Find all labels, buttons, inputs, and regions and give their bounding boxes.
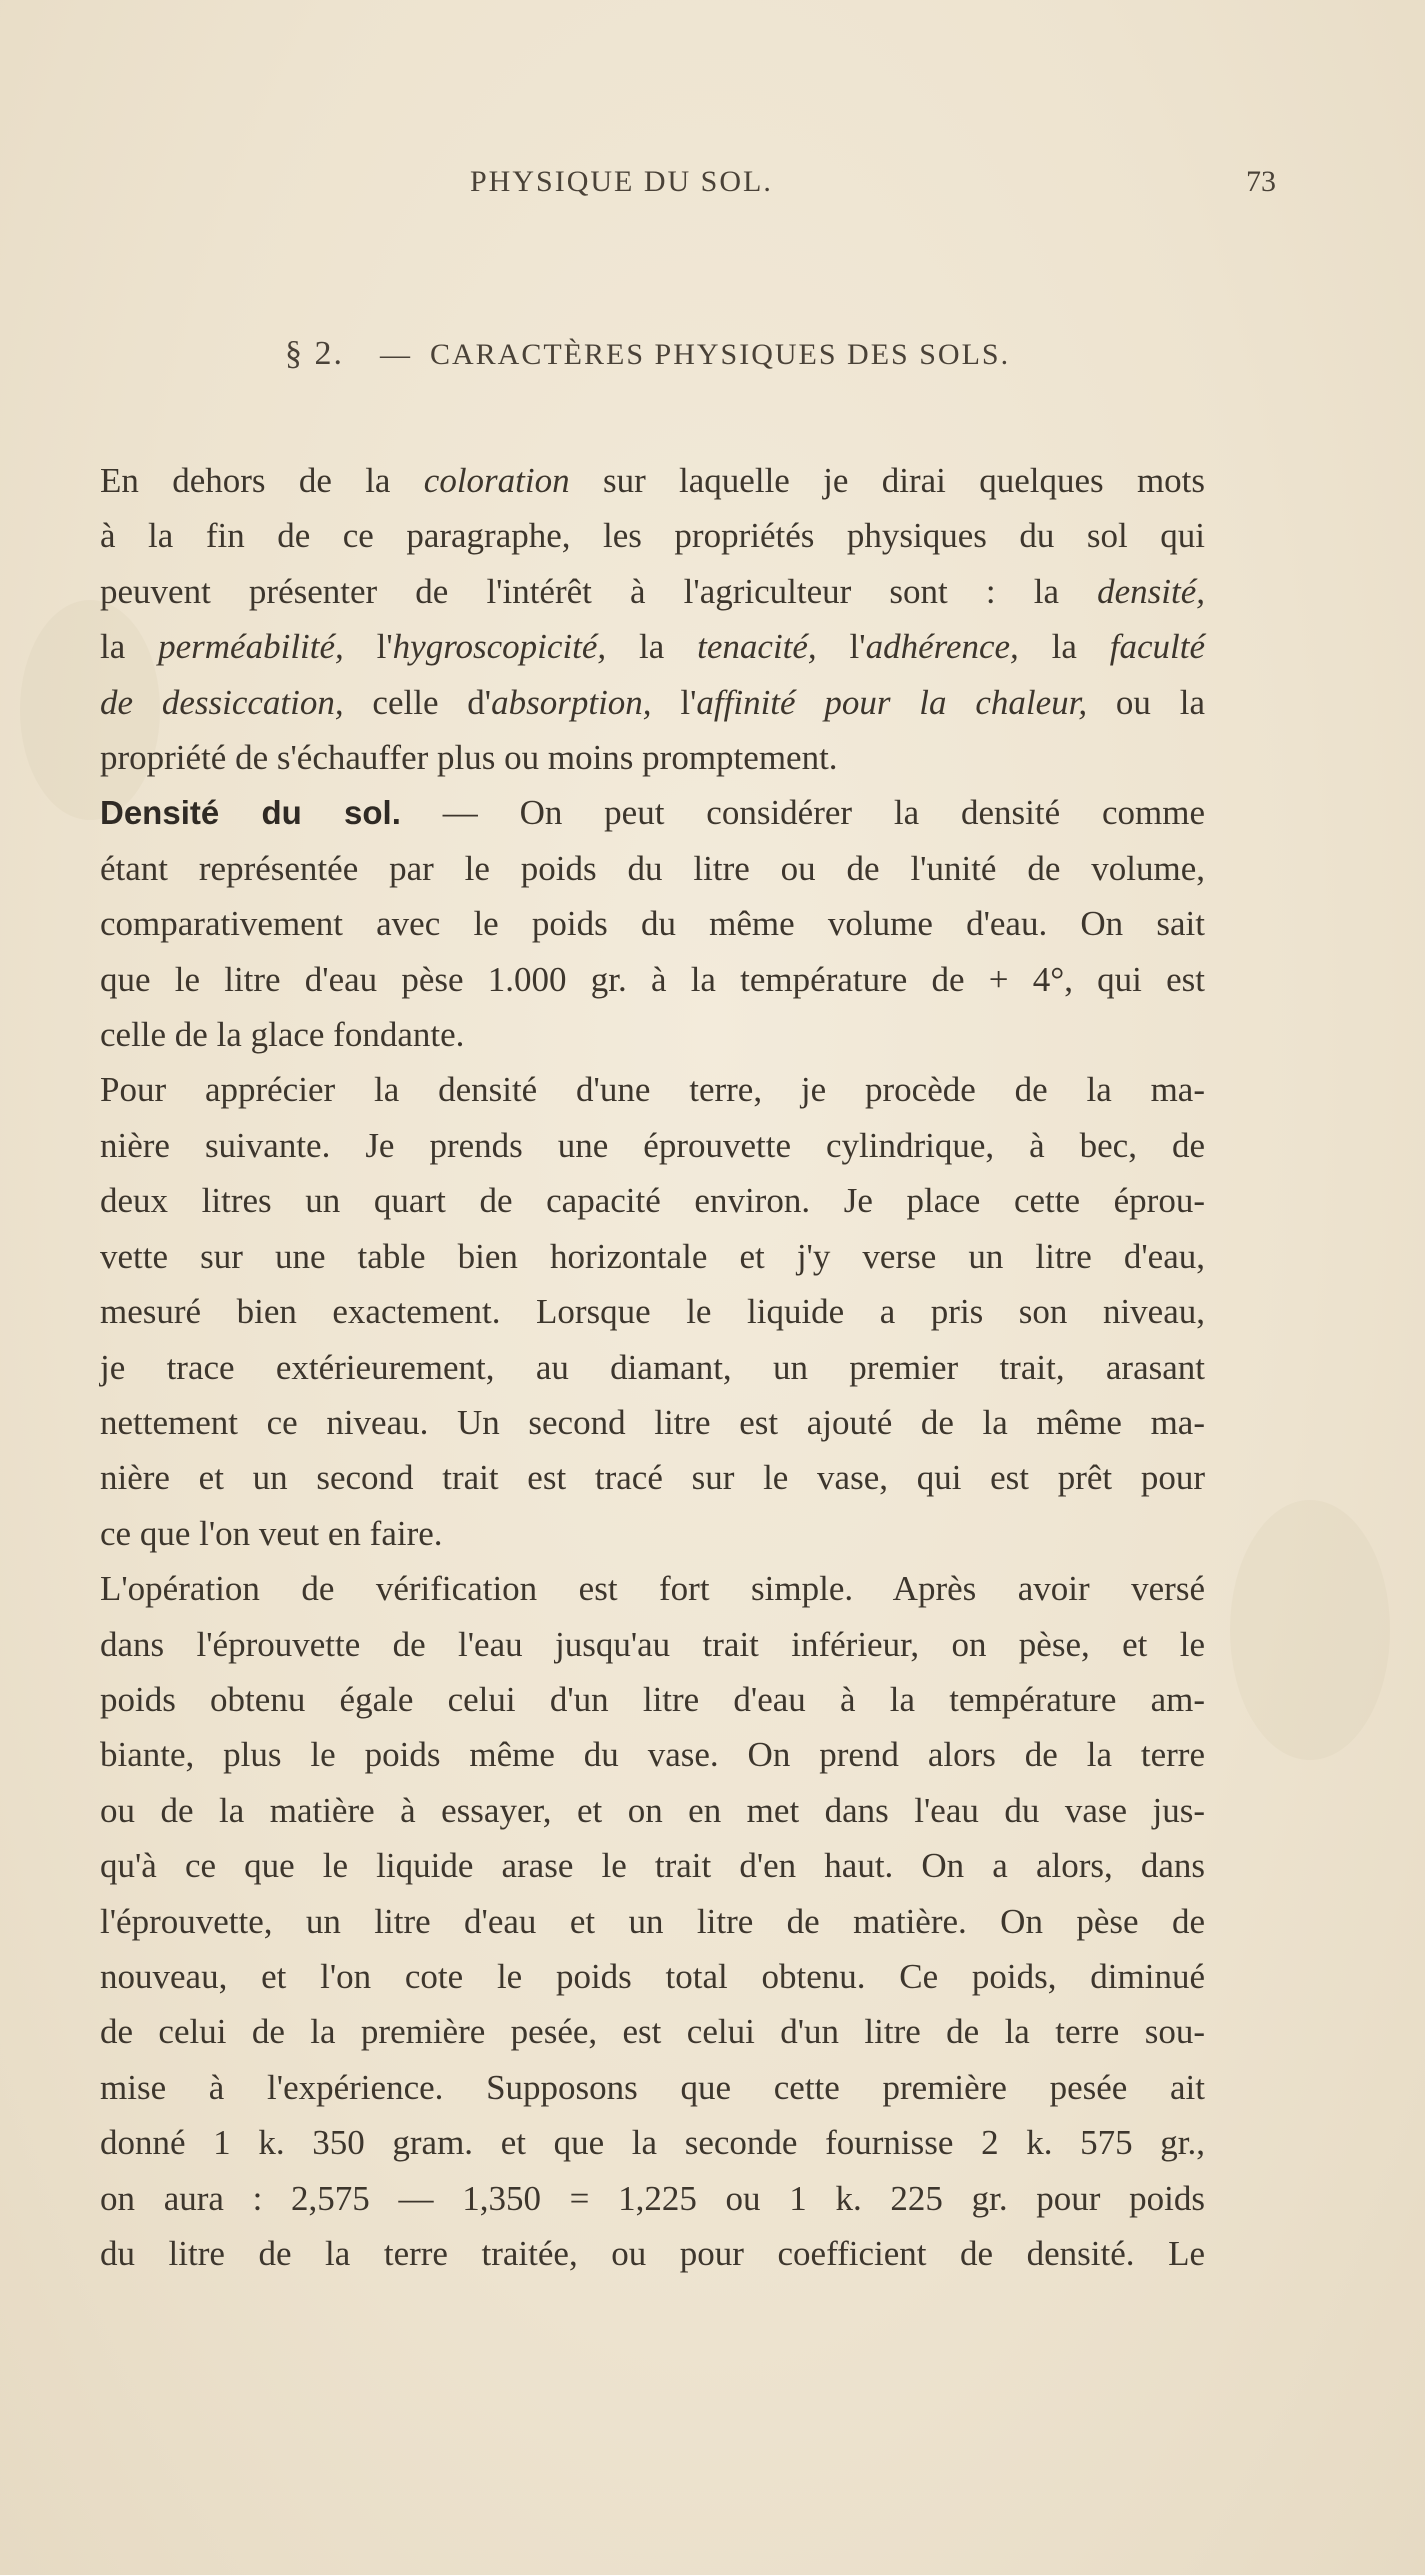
text-line: de dessiccation, celle d'absorption, l'affinité pour la chaleur, ou la <box>100 682 1206 722</box>
italic-term: coloration <box>423 461 570 500</box>
text-line: mise à l'expérience. Supposons que cette première pesée ait <box>100 2067 1205 2107</box>
page-number: 73 <box>1246 165 1276 198</box>
text-line: nouveau, et l'on cote le poids total obtenu. Ce poids, diminué <box>100 1956 1205 1996</box>
text-line: peuvent présenter de l'intérêt à l'agriculteur sont : la densité, <box>100 571 1205 611</box>
text-line: à la fin de ce paragraphe, les propriétés physiques du sol qui <box>100 516 1205 556</box>
text-line: Pour apprécier la densité d'une terre, je procède de la ma- <box>100 1070 1205 1110</box>
text-line: la perméabilité, l'hygroscopicité, la tenacité, l'adhérence, la faculté <box>100 627 1206 667</box>
text-line: que le litre d'eau pèse 1.000 gr. à la température de + 4°, qui est <box>100 959 1205 999</box>
italic-term: adhérence, <box>865 627 1019 667</box>
italic-term: absorption, <box>491 682 652 722</box>
text-line: qu'à ce que le liquide arase le trait d'en haut. On a alors, dans <box>100 1846 1205 1886</box>
text-line: donné 1 k. 350 gram. et que la seconde fournisse 2 k. 575 gr., <box>100 2123 1205 2163</box>
text-line: deux litres un quart de capacité environ. Je place cette éprou- <box>100 1181 1205 1221</box>
italic-term: faculté <box>1109 627 1206 667</box>
body-text <box>100 453 1205 2281</box>
text-line: ce que l'on veut en faire. <box>100 1513 443 1553</box>
text-line: ou de la matière à essayer, et on en met dans l'eau du vase jus- <box>100 1790 1205 1830</box>
text-line: nettement ce niveau. Un second litre est ajouté de la même ma- <box>100 1402 1205 1442</box>
run-in-heading: Densité du sol. <box>100 794 401 832</box>
running-title: PHYSIQUE DU SOL. <box>470 165 773 198</box>
running-head <box>0 165 1425 215</box>
text-line: du litre de la terre traitée, ou pour coefficient de densité. Le <box>100 2234 1205 2273</box>
italic-term: hygroscopicité, <box>392 627 607 667</box>
text-line: étant représentée par le poids du litre ou de l'unité de volume, <box>100 848 1205 888</box>
section-heading <box>285 335 1010 373</box>
text-line: vette sur une table bien horizontale et j'y verse un litre d'eau, <box>100 1236 1205 1276</box>
text-line: nière suivante. Je prends une éprouvette cylindrique, à bec, de <box>100 1125 1205 1165</box>
italic-term: de dessiccation, <box>100 682 344 722</box>
text-line: je trace extérieurement, au diamant, un premier trait, arasant <box>100 1347 1205 1387</box>
italic-term: perméabilité, <box>158 627 344 667</box>
text-line: nière et un second trait est tracé sur le vase, qui est prêt pour <box>100 1458 1205 1498</box>
text-line: dans l'éprouvette de l'eau jusqu'au trait inférieur, on pèse, et le <box>100 1624 1205 1664</box>
text-line: mesuré bien exactement. Lorsque le liquide a pris son niveau, <box>100 1292 1205 1332</box>
text-line: biante, plus le poids même du vase. On prend alors de la terre <box>100 1735 1205 1775</box>
text-line: En dehors de la coloration sur laquelle je dirai quelques mots <box>100 461 1206 500</box>
text-line: poids obtenu égale celui d'un litre d'eau à la température am- <box>100 1679 1205 1719</box>
text-line: Densité du sol. — On peut considérer la densité comme <box>100 793 1205 833</box>
italic-term: densité, <box>1097 571 1205 611</box>
paper-stain <box>1230 1500 1390 1760</box>
italic-term: tenacité, <box>697 627 817 667</box>
section-dash: — <box>380 338 412 371</box>
text-line: propriété de s'échauffer plus ou moins promptement. <box>100 738 838 778</box>
text-line: l'éprouvette, un litre d'eau et un litre de matière. On pèse de <box>100 1901 1205 1941</box>
italic-term: affinité pour la chaleur, <box>696 682 1088 722</box>
section-title: CARACTÈRES PHYSIQUES DES SOLS. <box>430 338 1011 371</box>
section-symbol: § 2. <box>285 335 344 372</box>
text-line: comparativement avec le poids du même volume d'eau. On sait <box>100 904 1205 944</box>
text-line: celle de la glace fondante. <box>100 1015 465 1055</box>
text-line: L'opération de vérification est fort simple. Après avoir versé <box>100 1569 1205 1609</box>
text-line: de celui de la première pesée, est celui d'un litre de la terre sou- <box>100 2012 1205 2052</box>
text-line: on aura : 2,575 — 1,350 = 1,225 ou 1 k. 225 gr. pour poids <box>100 2178 1205 2218</box>
